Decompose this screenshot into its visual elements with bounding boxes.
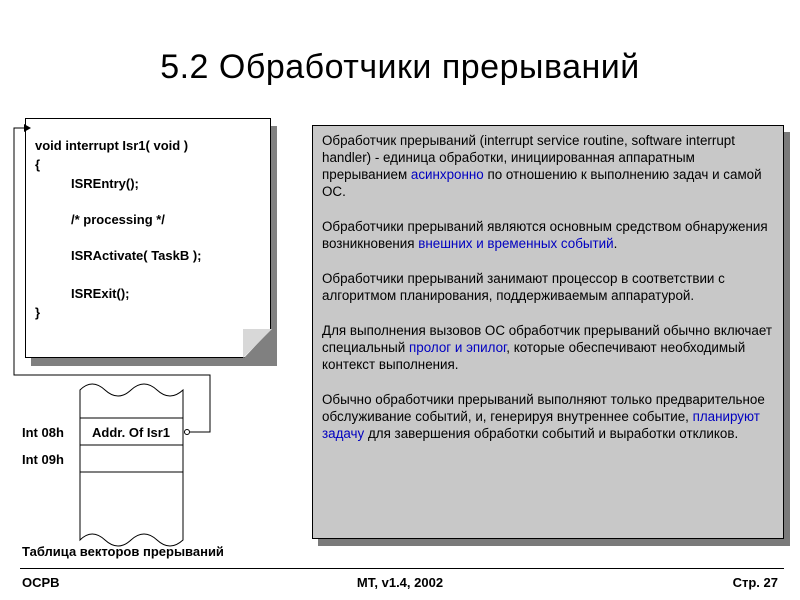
footer-divider — [20, 568, 784, 569]
paragraph-text: по отношению к выполнению задач и самой ОС. — [322, 167, 762, 199]
connector-origin-dot — [185, 430, 190, 435]
code-line-signature: void interrupt Isr1( void ) — [35, 138, 189, 153]
description-paragraph-1 — [322, 132, 773, 200]
vector-table-caption: Таблица векторов прерываний — [22, 544, 224, 559]
description-paragraph-5 — [322, 391, 773, 442]
vector-table-outline — [80, 384, 183, 546]
description-paragraph-4 — [322, 322, 773, 373]
code-line-isractivate: ISRActivate( TaskB ); — [71, 248, 202, 263]
vector-row-label-int08: Int 08h — [22, 425, 64, 440]
description-paragraph-2 — [322, 218, 773, 252]
highlight-prologue-epilogue: пролог и эпилог — [409, 340, 507, 355]
highlight-asynchronous: асинхронно — [410, 167, 484, 182]
paragraph-text: Для выполнения вызовов ОС обработчик прерываний обычно включает специальный — [322, 323, 772, 355]
description-panel — [312, 125, 784, 539]
highlight-external-events: внешних и временных событий — [418, 236, 614, 251]
connector-arrow-head — [24, 124, 31, 132]
paragraph-text: Обработчик прерываний (interrupt service routine, software interrupt handler) - единица обработки, инициированная аппаратным прерыванием — [322, 133, 735, 182]
code-line-isrentry: ISREntry(); — [71, 176, 139, 191]
footer-version: МТ, v1.4, 2002 — [356, 575, 444, 590]
code-line-isrexit: ISRExit(); — [71, 286, 130, 301]
footer-course: ОСРВ — [22, 575, 60, 590]
paragraph-text: для завершения обработки событий и выработки откликов. — [364, 426, 739, 441]
connector-line — [14, 128, 210, 432]
footer-page-number: Стр. 27 — [732, 575, 778, 590]
slide-title: 5.2 Обработчики прерываний — [160, 48, 640, 86]
vector-entry-addr-isr1: Addr. Of Isr1 — [92, 425, 171, 440]
highlight-schedule-task: планируют задачу — [322, 409, 760, 441]
code-line-open-brace: { — [35, 157, 41, 172]
paragraph-text: . — [613, 236, 618, 251]
code-line-comment: /* processing */ — [71, 212, 165, 227]
paragraph-text: , которые обеспечивают необходимый контекст выполнения. — [322, 340, 746, 372]
paragraph-text: Обработчики прерываний являются основным средством обнаружения возникновения — [322, 219, 768, 251]
code-line-close-brace: } — [35, 305, 41, 320]
vector-row-label-int09: Int 09h — [22, 452, 64, 467]
paragraph-text: Обычно обработчики прерываний выполняют только предварительное обслуживание событий, и, генерируя внутреннее событие, — [322, 392, 765, 424]
description-paragraph-3: Обработчики прерываний занимают процессор в соответствии с алгоритмом планирования, поддерживаемым аппаратурой. — [322, 271, 725, 303]
